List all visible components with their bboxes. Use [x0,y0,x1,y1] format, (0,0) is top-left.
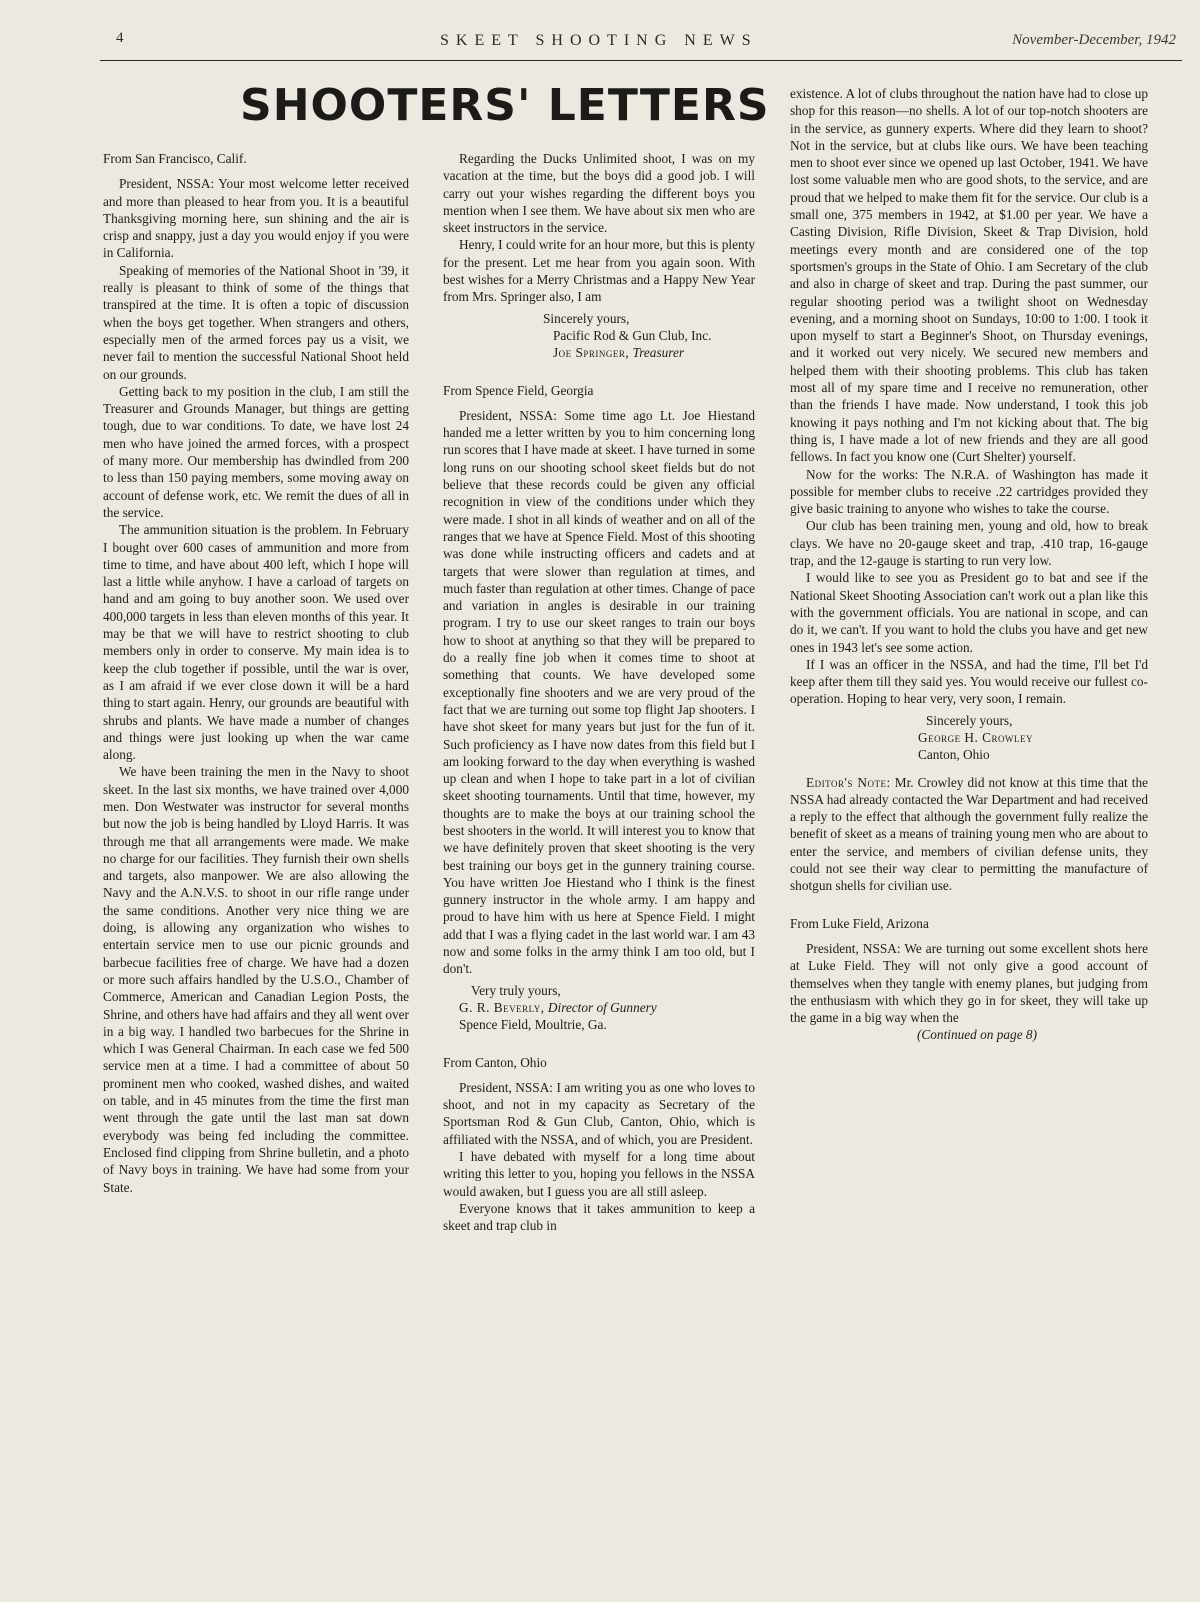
editors-note-text: Mr. Crowley did not know at this time that the NSSA had already contacted the War Department and had received a reply to the effect that although the government fully realize the benefit of skeet as a means of training young men who are about to enter the service, and members of civilian defense units, they could not see their way clear to permitting the manufacture of shotgun shells for civilian use. [790,774,1148,894]
signer-location: Spence Field, Moultrie, Ga. [459,1017,607,1033]
signer-name: G. R. Beverly, [459,999,545,1015]
paragraph: Regarding the Ducks Unlimited shoot, I was on my vacation at the time, but the boys did a good job. I will carry out your wishes regarding the different boys you mention when I see them. We have about six men who are skeet instructors in the service. [443,151,755,236]
editors-note-label: Editor's Note: [806,774,891,790]
column-2 [443,150,755,1235]
header-rule [100,60,1182,61]
letter-origin: From Spence Field, Georgia [443,382,594,398]
paragraph: Getting back to my position in the club, I am still the Treasurer and Grounds Manager, but things are getting tough, due to war conditions. To date, we have lost 24 men who have joined the armed forces, with a prospect of many more. Our membership has dwindled from 200 to less than 150 paying members, some moving away on account of defense work, etc. We remit the dues of all in the service. [103,383,409,520]
page-number: 4 [116,30,125,46]
paragraph: President, NSSA: We are turning out some excellent shots here at Luke Field. They will not only give a good account of themselves when they tangle with enemy planes, but judging from the enthusiasm with which they go in for skeet, they will take up the game in a big way when the [790,940,1148,1026]
paragraph: President, NSSA: Your most welcome letter received and more than pleased to hear from you. It is a beautiful Thanksgiving morning here, sun shining and the air is crisp and snappy, just a day you would enjoy if you were in California. [103,176,409,261]
signer-title: Treasurer [632,345,685,361]
signer-location: Canton, Ohio [918,747,990,763]
paragraph: Speaking of memories of the National Shoot in '39, it really is pleasant to think of some of the things that transpired at the time. It is often a topic of discussion when the boys get together. When strangers and others, especially men of the armed forces pay us a visit, we never fail to mention the successful National Shoot held on our grounds. [103,262,409,382]
paragraph: I have debated with myself for a long time about writing this letter to you, hoping you fellows in the NSSA would awaken, but I guess you are all still asleep. [443,1149,755,1199]
letter-origin: From Canton, Ohio [443,1054,547,1070]
paragraph: President, NSSA: I am writing you as one who loves to shoot, and not in my capacity as Secretary of the Sportsman Rod & Gun Club, Canton, Ohio, which is affiliated with the NSSA, and of which, you are President. [443,1079,755,1147]
paragraph: Now for the works: The N.R.A. of Washington has made it possible for member clubs to receive .22 cartridges provided they give basic training to anyone who wishes to take the course. [790,466,1148,517]
letter-origin: From Luke Field, Arizona [790,915,929,931]
letter-origin: From San Francisco, Calif. [103,151,247,166]
paragraph: existence. A lot of clubs throughout the nation have had to close up shop for this reason—no shells. A lot of our top-notch shooters are in the service, as gunnery experts. Where did they learn to shoot? Not in the service, but at clubs like ours. We have been teaching men to shoot ever since we opened up last October, 1941. We have lost some valuable men who are good shots, to the service, and are proud that we helped to make them fit for the service. Our club is a small one, 375 members in 1942, at $1.00 per year. We have a Casting Division, Rifle Division, Skeet & Trap Division, hold meetings every month and are considered one of the top sportsmen's groups in the State of Ohio. I am Secretary of the club and also in charge of skeet and trap. During the past summer, our regular shooting period was a twilight shoot on Wednesday evening, and a morning shoot on Sundays, 10:00 to 1:00. I took it upon myself to start a Beginner's Shoot, on Thursday evenings, and it worked out very nicely. We secured new members and helped them with their shooting problems. This club has taken most all of my spare time and I receive no remuneration, other than the friends I have made. Now understand, I took this job knowing it pays nothing and I'm not kicking about that. The big thing is, I have made a lot of new friends and they are all good fellows. In fact you know one (Curt Shelter) yourself. [790,86,1148,465]
closing-salutation: Very truly yours, [471,982,561,998]
letter-signature [443,310,755,362]
column-1 [103,150,409,1196]
column-3 [790,85,1148,1044]
closing-salutation: Sincerely yours, [926,712,1013,728]
continued-note: (Continued on page 8) [916,1027,1038,1043]
signer-title: Director of Gunnery [547,999,657,1015]
running-head: SKEET SHOOTING NEWS [440,32,758,49]
paragraph: If I was an officer in the NSSA, and had the time, I'll bet I'd keep after them till they said yes. You would receive our fullest co-operation. Hoping to hear very, very soon, I remain. [790,656,1148,707]
signer-name: Joe Springer, [553,345,630,361]
page-title: SHOOTERS' LETTERS [240,80,770,131]
paragraph: We have been training the men in the Navy to shoot skeet. In the last six months, we have trained over 4,000 men. Don Westwater was instructor for several months but now the job is being handled by Lloyd Harris. It was through me that all arrangements were made. We make no charge for our facilities. They furnish their own shells and targets, also manpower. We are also allowing the Navy and the A.N.V.S. to shoot in our rifle range under the same conditions. Another very nice thing we are doing, is allowing any organization who wishes to entertain service men to use our picnic grounds and barbecue facilities free of charge. We have had a dozen or more such affairs handled by the U.S.O., Chamber of Commerce, American and Canadian Legion Posts, the Shrine, and others have had affairs and they all went over in a big way. I handled two barbecues for the Shrine in which I was General Chairman. In each case we fed 500 service men at a time. I had a committee of about 50 prominent men who cooked, washed dishes, and waited on table, and in 45 minutes from the time the first man went through the gate until the last man sat down everybody was being fed including the committee. Enclosed find clipping from Shrine bulletin, and a photo of Navy boys in training. We have had some from your State. [103,764,409,1195]
issue-date: November-December, 1942 [1012,32,1176,48]
closing-salutation: Sincerely yours, [543,310,630,326]
club-name: Pacific Rod & Gun Club, Inc. [553,327,712,343]
paragraph: Henry, I could write for an hour more, but this is plenty for the present. Let me hear from you again soon. With best wishes for a Merry Christmas and a Happy New Year from Mrs. Springer also, I am [443,237,755,305]
signer [443,344,755,361]
editors-note [790,774,1148,895]
paragraph: The ammunition situation is the problem. In February I bought over 600 cases of ammunition and more from time to time, and have about 400 left, which I hope will last a little while anyhow. I have a carload of targets on hand and am going to buy another soon. We used over 400,000 targets in less than eleven months of this year. It may be that we will have to restrict shooting to club members only in order to conserve. My main idea is to keep the club together if possible, until the war is over, as I am afraid if we ever close down it will be a hard thing to start again. Henry, our grounds are beautiful with shrubs and plants. We have made a number of changes and things were just looking up when the war came along. [103,522,409,763]
paragraph: I would like to see you as President go to bat and see if the National Skeet Shooting Association can't work out a plan like this with the government officials. You are national in scope, and can do it, we can't. If you want to hold the clubs you have and get new ones in 1943 let's see some action. [790,570,1148,655]
paragraph: President, NSSA: Some time ago Lt. Joe Hiestand handed me a letter written by you to him concerning long run scores that I have made at skeet. I have turned in some long runs on our shooting school skeet fields but do not believe that these records could be given any official recognition in view of the conditions under which they were made. I shot in all kinds of weather and on all of the ranges that we have at Spence Field. Most of this shooting was done while instructing officers and cadets and at targets that were slower than regulation at times, and much faster than regulation at other times. Change of pace and variation in angles is desirable in our training program. I try to use our skeet ranges to train our boys how to shoot at anything so that they will be prepared to do a really fine job when it comes time to shoot at something that counts. We have developed some exceptionally fine shooters and we are very proud of the fact that we are turning out some top flight Jap shooters. I have shot skeet for many years but just for the fun of it. Such proficiency as I have now dates from this field but I am looking forward to the day when everything is washed up clean and when I hope to take part in a lot of civilian skeet shooting tournaments. Until that time, however, my thoughts are to make the boys at our training school the best shooters in the world. It will interest you to know that we have definitely proven that skeet shooting is the very best training our boys get in the gunnery training course. You have written Joe Hiestand who I think is the finest gunnery instructor in the whole army. I am happy and proud to have him with us here at Spence Field. I might add that I was a flying cadet in the last world war. I am 43 now and some folks in the army think I am too old, but I don't. [443,407,755,977]
signer-name: George H. Crowley [918,729,1034,745]
paragraph: Everyone knows that it takes ammunition to keep a skeet and trap club in [443,1200,755,1234]
signer [443,999,755,1016]
paragraph: Our club has been training men, young and old, how to break clays. We have no 20-gauge skeet and trap, .410 trap, 16-gauge trap, and the 12-gauge is starting to run very low. [790,518,1148,569]
letter-signature [790,712,1148,764]
letter-signature [443,982,755,1034]
